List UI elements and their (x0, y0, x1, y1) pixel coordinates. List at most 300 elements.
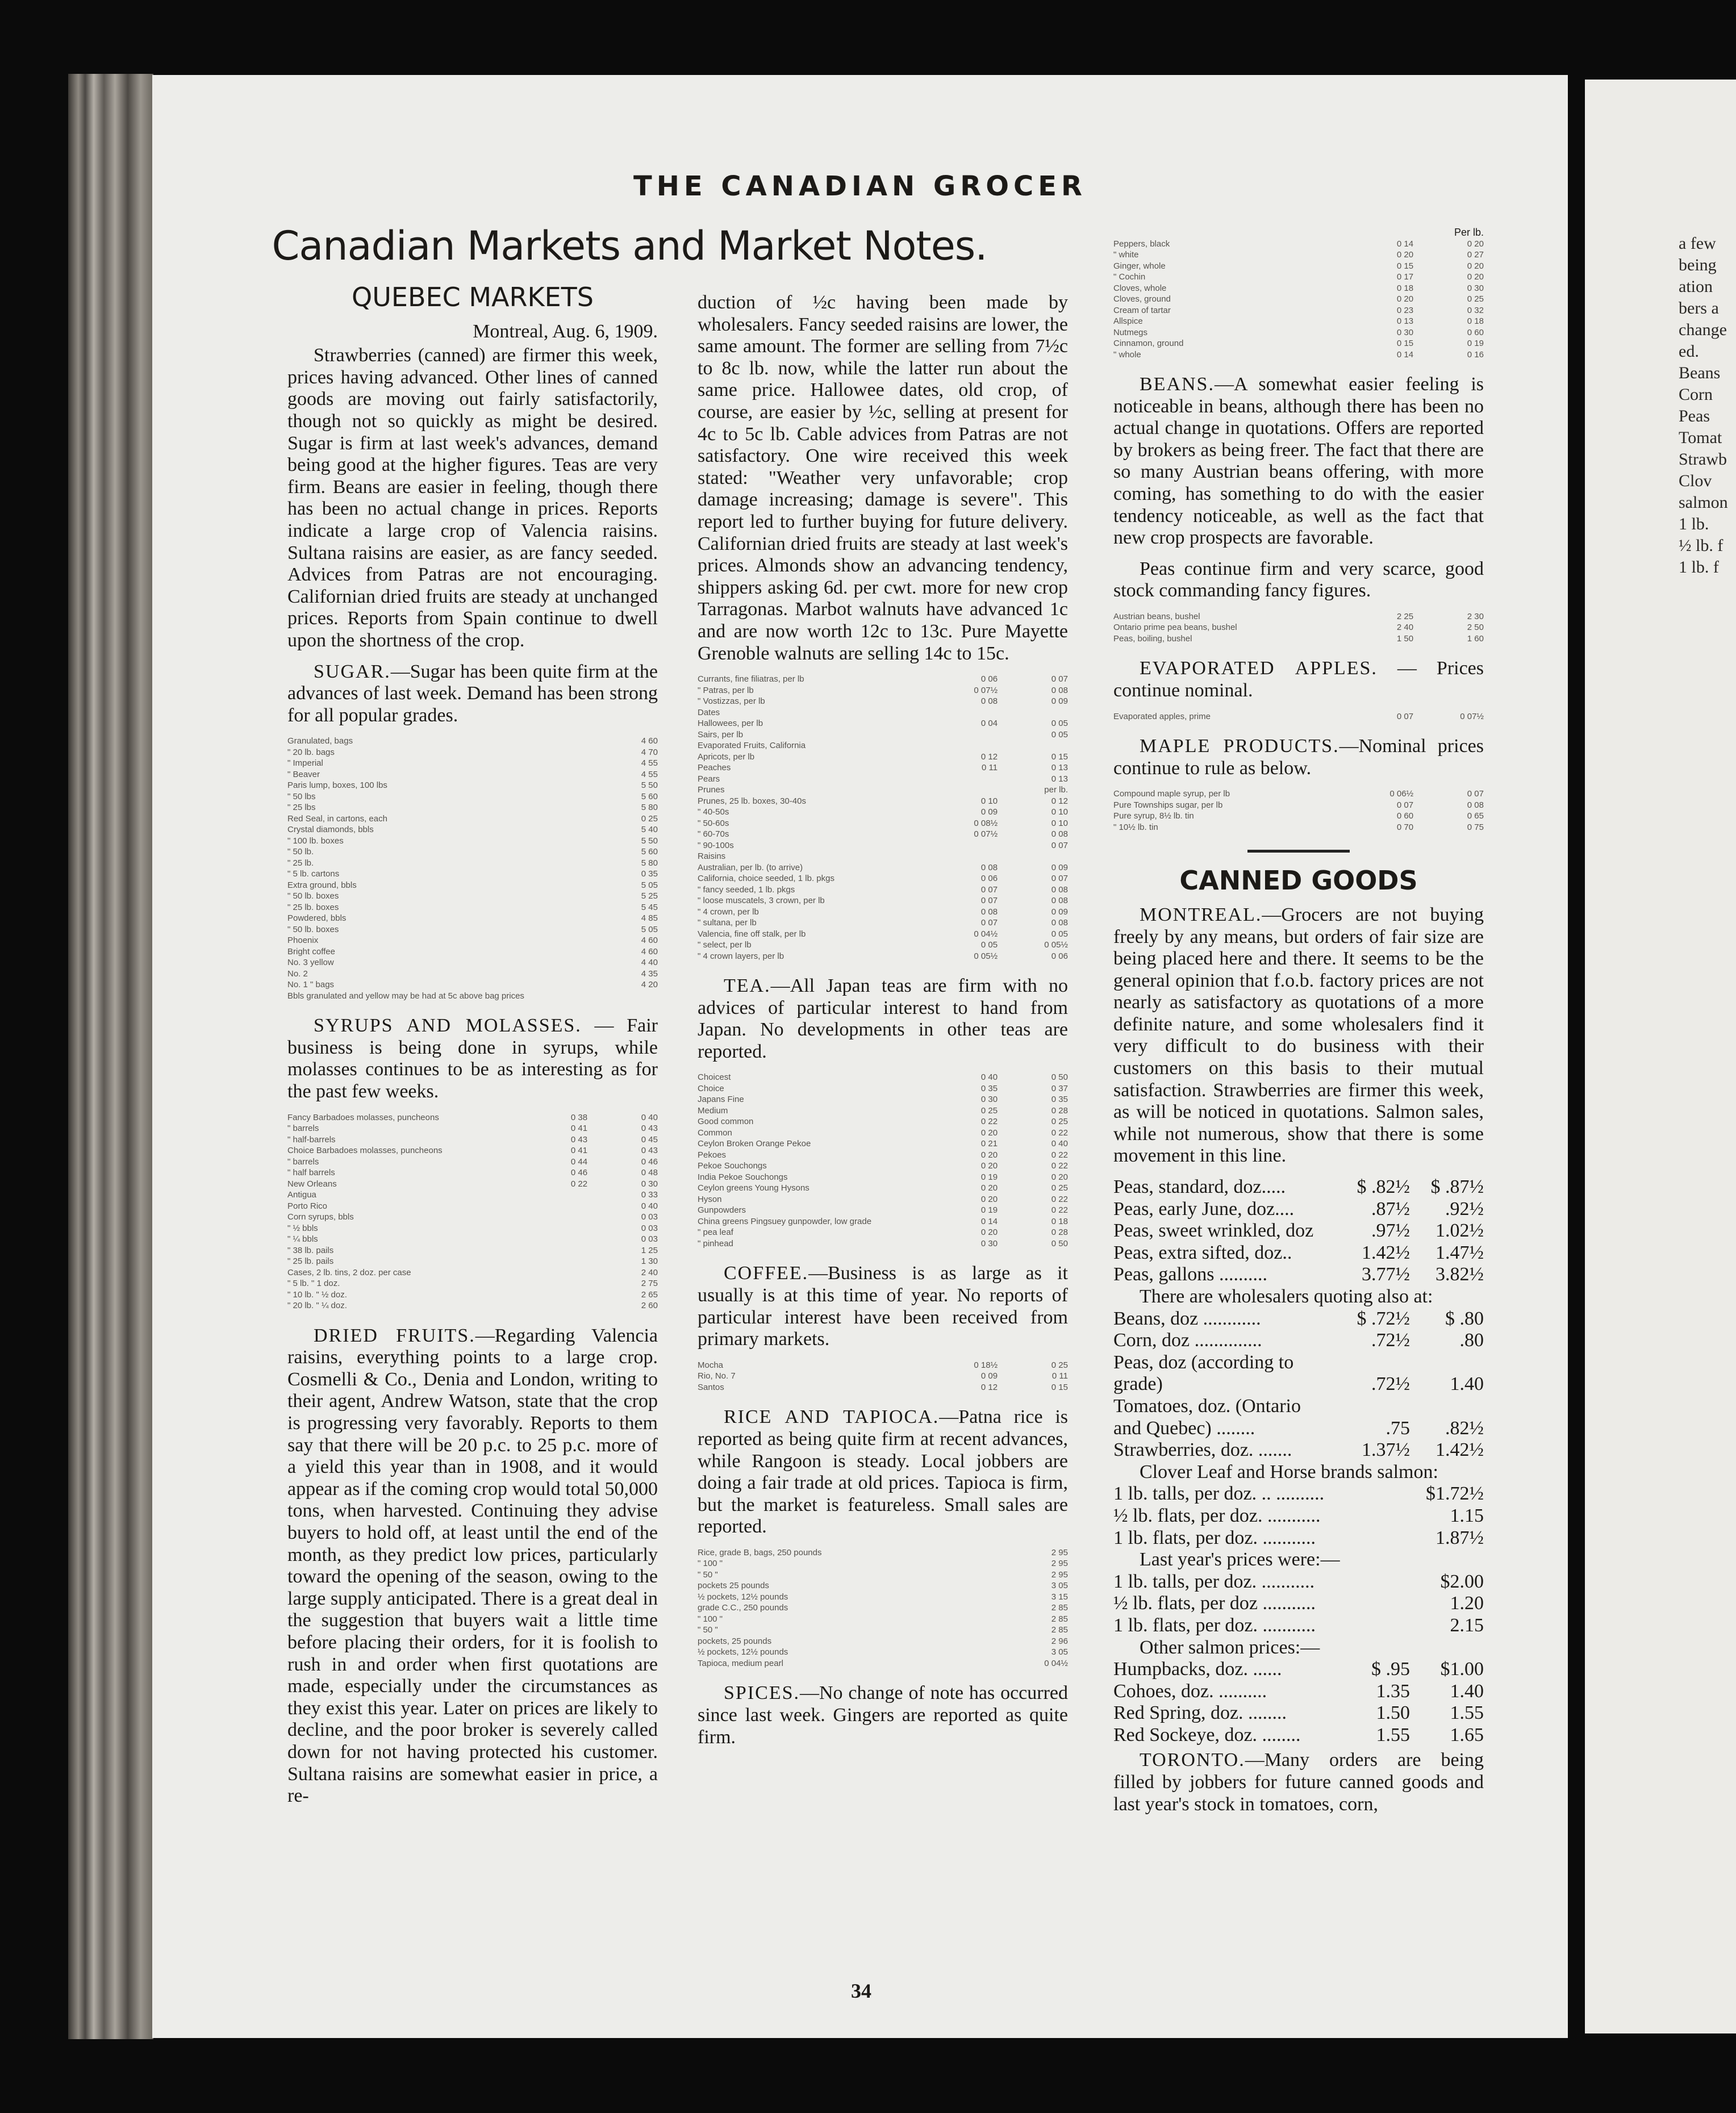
price-value: 2 60 (641, 1301, 658, 1311)
price-value: 4 40 (641, 958, 658, 968)
coffee-text: —Business is as large as it usually is at this time of year. No reports of particular interest have been received from primary markets. (698, 1263, 1068, 1350)
item-label: Powdered, bbls (287, 913, 347, 924)
spices-text: —No change of note has occurred since last week. Gingers are reported as quite firm. (698, 1682, 1068, 1748)
price-value (524, 913, 591, 924)
price-value: 0 70 (1396, 822, 1414, 832)
price-row (1113, 1724, 1484, 1747)
item-label: Santos (698, 1382, 724, 1392)
item-label: Evaporated apples, prime (1113, 711, 1211, 721)
price-row (1113, 1220, 1484, 1242)
price-row (287, 1156, 658, 1168)
price-value: 0 09 (980, 807, 998, 817)
price-value: 1.87½ (1435, 1527, 1484, 1548)
price-row (1113, 811, 1484, 822)
price-value (927, 1602, 998, 1614)
price-row (698, 1360, 1068, 1371)
price-row (1113, 1681, 1484, 1703)
price-value (524, 935, 591, 946)
item-label: " 100 lb. boxes (287, 836, 344, 846)
price-row (698, 1602, 1068, 1614)
price-value: 5 05 (641, 924, 658, 934)
price-row (1113, 1439, 1484, 1461)
sugar-head: SUGAR. (314, 661, 391, 682)
quebec-intro: Strawberries (canned) are firmer this week, prices having advanced. Other lines of canned goods are moving out fairly satisfactorily, though not so quickly as might be desired. Sugar is firm at last week's advances, demand being good at the higher figures. Teas are very firm. Beans are easier in feeling, though there has been no actual change in prices. Reports indicate a large crop of Valencia raisins. Sultana raisins are easier, as are fancy seeded. Advices from Patras are not encouraging. Californian dried fruits are steady at unchanged prices. Reports from Spain continue to dwell upon the shortness of the crop. (287, 345, 658, 651)
price-value: 2 40 (1396, 623, 1414, 633)
item-label: Allspice (1113, 316, 1143, 326)
price-row (698, 951, 1068, 962)
item-label: Porto Rico (287, 1201, 328, 1211)
item-label: No. 1 " bags (287, 980, 335, 990)
item-label: " sultana, per lb (698, 918, 757, 928)
price-value: 0 20 (1467, 272, 1484, 282)
price-value (524, 813, 591, 825)
price-value (927, 1558, 998, 1569)
price-value: 0 18½ (974, 1360, 998, 1370)
price-value: 0 07 (1051, 674, 1068, 684)
item-label: Red Seal, in cartons, each (287, 813, 387, 824)
item-label: " Patras, per lb (698, 685, 754, 695)
price-value: .80 (1459, 1330, 1484, 1351)
price-value: 1.15 (1450, 1505, 1484, 1526)
price-value: 0 20 (1467, 261, 1484, 271)
price-value: 0 12 (980, 1382, 998, 1392)
price-value (1336, 1527, 1410, 1550)
price-value: 2 85 (1051, 1614, 1068, 1624)
price-value (524, 747, 591, 758)
item-label: " 25 lb. boxes (287, 902, 339, 912)
price-value: 1.47½ (1435, 1242, 1484, 1263)
price-value: 0 40 (1051, 1139, 1068, 1149)
price-row (698, 1658, 1068, 1669)
price-value: .87½ (1371, 1198, 1410, 1220)
price-value: 0 37 (1051, 1083, 1068, 1093)
price-value (524, 891, 591, 902)
facing-page-fragment: being (1679, 256, 1717, 274)
vegetables-price-list (1113, 1308, 1484, 1461)
price-value: 0 30 (1396, 327, 1414, 337)
item-label: Common (698, 1128, 732, 1138)
price-value: 1.35 (1376, 1680, 1410, 1702)
price-row (1113, 316, 1484, 327)
item-label: grade C.C., 250 pounds (698, 1603, 788, 1613)
price-value: .72½ (1371, 1330, 1410, 1351)
price-value: 0 08 (1051, 685, 1068, 695)
tea-head: TEA. (724, 975, 771, 997)
item-label: Gunpowders (698, 1205, 746, 1216)
dried-fruits-head: DRIED FRUITS. (314, 1325, 475, 1346)
item-label: Crystal diamonds, bbls (287, 825, 374, 835)
price-value: 0 25 (1051, 1183, 1068, 1193)
price-row (287, 858, 658, 869)
price-value: 2 30 (1467, 611, 1484, 621)
price-row (1113, 272, 1484, 283)
price-value: 0 13 (1396, 316, 1414, 326)
facing-page-fragment: a few (1679, 234, 1716, 253)
dried-fruits-text: —Regarding Valencia raisins, everything points to a large crop. Cosmelli & Co., Denia and London, writing to their agent, Andrew Watson, state that the crop is progressing very favorably. Reports to them say that there will be 20 p.c. to 25 p.c. more of a yield this year than in 1908, and it would appear as if the coming crop would total 50,000 tons, when harvested. Continuing they advise buyers to hold off, at least until the end of the month, as they predict low prices, particularly toward the opening of the season, owing to the large supply anticipated. There is a great deal in the suggestion that buyers wait a little time before placing their orders, for it is foolish to rush in and order when first quotations are made, especially under the circumstances as they exist this year. Later on prices are likely to decline, and the poor broker is severely called down for not having protected his customer. Sultana raisins are somewhat easier in price, a re- (287, 1325, 658, 1807)
item-label: " 60-70s (698, 829, 729, 840)
price-value: 0 08 (1051, 884, 1068, 895)
rice-price-table (698, 1547, 1068, 1669)
price-value: 1.65 (1450, 1724, 1484, 1745)
price-row (698, 895, 1068, 907)
price-row (1113, 261, 1484, 272)
price-row (698, 1371, 1068, 1382)
price-row (1113, 1352, 1484, 1374)
item-label: Cases, 2 lb. tins, 2 doz. per case (287, 1267, 411, 1277)
price-value: 0 50 (1051, 1238, 1068, 1248)
price-row (1113, 349, 1484, 361)
price-row (698, 1580, 1068, 1592)
price-row (1113, 822, 1484, 833)
price-value: 1 60 (1467, 633, 1484, 644)
price-value: $1.00 (1440, 1659, 1484, 1680)
price-row (698, 1647, 1068, 1658)
price-value: 0 14 (1396, 349, 1414, 360)
price-value (1336, 1352, 1410, 1374)
price-value: 0 05 (1051, 929, 1068, 939)
facing-page-fragment: change (1679, 320, 1727, 339)
item-label: " 50-60s (698, 818, 729, 828)
price-row (287, 736, 658, 747)
price-row (1113, 1527, 1484, 1550)
price-value (1336, 1483, 1410, 1505)
price-value (927, 1547, 998, 1559)
price-value: 2 75 (641, 1279, 658, 1289)
price-value: 0 45 (641, 1134, 658, 1145)
price-value (927, 1625, 998, 1636)
price-row (698, 1625, 1068, 1636)
price-value: 1.42½ (1362, 1242, 1410, 1263)
item-label: Corn syrups, bbls (287, 1212, 354, 1222)
item-label: " 50 lb. boxes (287, 891, 339, 901)
price-value: 0 03 (641, 1212, 658, 1222)
price-row (698, 751, 1068, 763)
item-label: Pekoe Souchongs (698, 1161, 767, 1171)
price-row (287, 968, 658, 980)
price-value: 0 08 (980, 907, 998, 917)
price-value (524, 836, 591, 847)
price-value (517, 1234, 587, 1245)
price-value: 0 22 (1051, 1205, 1068, 1216)
evaporated-paragraph (1113, 658, 1484, 701)
item-label: " 5 lb. cartons (287, 869, 340, 879)
price-row (1113, 1483, 1484, 1505)
item-label: Ceylon Broken Orange Pekoe (698, 1139, 811, 1149)
item-label: Rice, grade B, bags, 250 pounds (698, 1547, 822, 1557)
price-row (287, 891, 658, 902)
item-label: Mocha (698, 1360, 724, 1370)
price-row (287, 1245, 658, 1256)
price-value: 0 08 (980, 862, 998, 872)
price-row (698, 1183, 1068, 1194)
price-value (1336, 1615, 1410, 1637)
item-label: Peas, doz (according to (1113, 1351, 1294, 1373)
price-value: 0 30 (980, 1238, 998, 1248)
price-row (287, 979, 658, 991)
price-value: 3.82½ (1435, 1264, 1484, 1285)
item-label: " Vostizzas, per lb (698, 696, 765, 707)
price-row (698, 873, 1068, 884)
price-value: 0 03 (641, 1223, 658, 1233)
last-year-line: Last year's prices were:— (1140, 1549, 1340, 1571)
item-label: Australian, per lb. (to arrive) (698, 862, 803, 872)
item-label: " 10½ lb. tin (1113, 822, 1158, 832)
price-value: 0 32 (1467, 305, 1484, 315)
price-row (1113, 1659, 1484, 1681)
price-value: 2 96 (1051, 1636, 1068, 1646)
maple-price-table (1113, 788, 1484, 833)
price-value: 0 07 (1467, 789, 1484, 799)
price-value: 0 07½ (974, 829, 998, 840)
price-value: 0 20 (1396, 294, 1414, 304)
price-value: 0 41 (570, 1124, 588, 1134)
item-label: " 90-100s (698, 840, 734, 850)
price-value (517, 1256, 587, 1267)
item-label: " barrels (287, 1124, 319, 1134)
price-value: 0 25 (1051, 1360, 1068, 1370)
price-value: 0 04 (980, 719, 998, 729)
price-value: 0 22 (1051, 1161, 1068, 1171)
price-row (698, 718, 1068, 729)
price-value: 5 25 (641, 891, 658, 901)
price-value: per lb. (1044, 785, 1068, 795)
price-value: 4 35 (641, 968, 658, 979)
item-label: grade) (1113, 1373, 1163, 1395)
item-label: " 5 lb. " 1 doz. (287, 1279, 340, 1289)
price-value: 1 30 (641, 1256, 658, 1267)
item-label: Pure Townships sugar, per lb (1113, 800, 1223, 810)
price-value (524, 824, 591, 836)
item-label: Phoenix (287, 936, 319, 946)
last-year-salmon-list (1113, 1571, 1484, 1637)
syrups-head: SYRUPS AND MOLASSES. (314, 1015, 582, 1037)
sugar-paragraph (287, 661, 658, 727)
item-label: ½ pockets, 12½ pounds (698, 1647, 788, 1657)
coffee-price-table (698, 1360, 1068, 1393)
item-label: Ontario prime pea beans, bushel (1113, 623, 1237, 633)
price-value: 0 17 (1396, 272, 1414, 282)
price-value: 0 12 (980, 751, 998, 762)
price-row (1113, 1593, 1484, 1615)
price-value: 0 15 (1396, 339, 1414, 348)
price-value (524, 968, 591, 980)
item-label: Extra ground, bbls (287, 880, 357, 890)
price-value: 0 09 (1051, 907, 1068, 917)
price-value (524, 924, 591, 936)
other-salmon-line: Other salmon prices:— (1140, 1636, 1320, 1658)
price-value: 0 18 (1467, 316, 1484, 326)
price-row (287, 758, 658, 769)
price-value: 0 46 (570, 1168, 588, 1178)
item-label: Hallowees, per lb (698, 719, 763, 729)
price-value (524, 791, 591, 803)
item-label: Choice Barbadoes molasses, puncheons (287, 1146, 443, 1156)
price-value: 0 13 (1051, 763, 1068, 773)
item-label: Raisins (698, 851, 726, 862)
price-row (287, 1267, 658, 1279)
toronto-text: —Many orders are being filled by jobbers for future canned goods and last year's stock in tomatoes, corn, (1113, 1749, 1484, 1815)
price-value: 0 07 (980, 896, 998, 906)
running-head: THE CANADIAN GROCER (633, 170, 1087, 202)
facing-page-fragment: Clov (1679, 471, 1712, 490)
price-value: 1.37½ (1362, 1439, 1410, 1461)
price-row (287, 1278, 658, 1289)
price-value: 0 75 (1467, 822, 1484, 832)
maple-head: MAPLE PRODUCTS. (1140, 736, 1339, 757)
syrups-text: — Fair business is being done in syrups, while molasses continues to be as interesting as for the past few weeks. (287, 1015, 658, 1103)
price-row (287, 791, 658, 803)
price-row (287, 935, 658, 946)
price-value: 0 25 (641, 813, 658, 824)
facing-page-fragment: Strawb (1679, 450, 1727, 469)
item-label: " ¼ bbls (287, 1234, 318, 1245)
price-value: 0 07½ (974, 685, 998, 695)
price-row (287, 1289, 658, 1301)
clover-leaf-line: Clover Leaf and Horse brands salmon: (1140, 1461, 1438, 1483)
item-label: " loose muscatels, 3 crown, per lb (698, 896, 825, 906)
price-row (698, 1592, 1068, 1603)
price-value: 0 20 (980, 1161, 998, 1171)
price-row (698, 1094, 1068, 1105)
price-row (287, 1134, 658, 1146)
peas-price-list (1113, 1176, 1484, 1286)
price-row (1113, 338, 1484, 349)
item-label: Peas, extra sifted, doz.. (1113, 1242, 1292, 1263)
item-label: Corn, doz .............. (1113, 1330, 1262, 1351)
price-value: 1.55 (1376, 1724, 1410, 1745)
item-label: and Quebec) ........ (1113, 1417, 1255, 1439)
price-value: 1.20 (1450, 1593, 1484, 1614)
maple-paragraph (1113, 736, 1484, 779)
price-row (698, 796, 1068, 807)
price-row (698, 707, 1068, 719)
price-value: 0 27 (1467, 250, 1484, 260)
price-value: $2.00 (1440, 1571, 1484, 1592)
price-value: 2.15 (1450, 1614, 1484, 1636)
price-value (524, 736, 591, 747)
price-row (1113, 305, 1484, 316)
tea-price-table (698, 1072, 1068, 1249)
tea-text: —All Japan teas are firm with no advices of particular interest to hand from Japan. No developments in other teas are reported. (698, 975, 1068, 1062)
price-value: 5 45 (641, 902, 658, 912)
price-value: 0 10 (1051, 807, 1068, 817)
facing-page-fragment: ation (1679, 277, 1713, 296)
price-value (517, 1278, 587, 1289)
price-row (698, 740, 1068, 751)
item-label: " pea leaf (698, 1227, 733, 1238)
item-label: " 38 lb. pails (287, 1245, 334, 1255)
facing-page-fragment: Beans (1679, 364, 1721, 382)
price-value (1336, 1505, 1410, 1527)
price-value (524, 957, 591, 968)
price-value: 5 05 (641, 880, 658, 890)
item-label: Cloves, ground (1113, 294, 1171, 304)
price-value: 0 40 (641, 1112, 658, 1122)
item-label: No. 3 yellow (287, 958, 334, 968)
item-label: " 100 " (698, 1614, 723, 1624)
price-row (698, 818, 1068, 829)
price-value: 0 44 (570, 1156, 588, 1167)
price-value: 0 19 (980, 1205, 998, 1216)
price-value (517, 1300, 587, 1312)
price-row (287, 769, 658, 780)
price-value: 0 16 (1467, 349, 1484, 360)
sugar-price-table (287, 736, 658, 1001)
price-value: 0 11 (982, 763, 998, 773)
item-label: Peas, gallons .......... (1113, 1264, 1268, 1285)
price-row (287, 1179, 658, 1190)
price-value: 3 05 (1051, 1647, 1068, 1657)
facing-page-fragment: 1 lb. f (1679, 558, 1719, 577)
price-value (927, 851, 998, 862)
facing-page-fragment: ½ lb. f (1679, 536, 1724, 555)
item-label: Granulated, bags (287, 736, 353, 746)
price-row (698, 1569, 1068, 1581)
price-value (517, 1223, 587, 1234)
item-label: " ½ bbls (287, 1223, 318, 1233)
item-label: " Imperial (287, 758, 323, 769)
price-row (698, 729, 1068, 741)
price-value: 2 95 (1051, 1547, 1068, 1557)
price-value (927, 740, 998, 751)
item-label: Cohoes, doz. .......... (1113, 1680, 1267, 1702)
price-value: 0 20 (1467, 239, 1484, 249)
price-value (927, 840, 998, 851)
price-row (698, 774, 1068, 785)
price-value: 0 40 (641, 1201, 658, 1211)
toronto-paragraph (1113, 1749, 1484, 1815)
price-value: 0 15 (1051, 751, 1068, 762)
item-label: Paris lump, boxes, 100 lbs (287, 780, 387, 791)
item-label: Sairs, per lb (698, 729, 744, 740)
item-label: Bright coffee (287, 946, 335, 957)
item-label: Cinnamon, ground (1113, 339, 1184, 348)
montreal-head: MONTREAL. (1140, 904, 1262, 925)
rice-text: —Patna rice is reported as being quite firm at recent advances, while Rangoon is steady. Local jobbers are doing a fair trade at old prices. Tapioca is firm, but the market is featureless. Small sales are reported. (698, 1406, 1068, 1538)
price-value: 0 40 (980, 1072, 998, 1083)
item-label: Antigua (287, 1190, 316, 1200)
item-label: Tapioca, medium pearl (698, 1658, 783, 1668)
facing-page-fragment: Tomat (1679, 428, 1722, 447)
price-row (287, 1256, 658, 1267)
price-row (1113, 1176, 1484, 1199)
item-label: Strawberries, doz. ....... (1113, 1439, 1292, 1461)
price-value: 2 95 (1051, 1559, 1068, 1569)
column-middle (698, 292, 1068, 1757)
price-row (287, 946, 658, 958)
montreal-text: —Grocers are not buying freely by any means, but orders of fair size are being placed here and there. It seems to be the general opinion that f.o.b. factory prices are not nearly as satisfactory as quotations of a more definite nature, and some wholesalers find it very difficult to do business with their customers on this basis to their mutual satisfaction. Strawberries are firmer this week, as will be noticed in quotations. Salmon sales, while not numerous, show that there is some movement in this line. (1113, 904, 1484, 1167)
item-label: Bbls granulated and yellow may be had at 5c above bag prices (287, 991, 524, 1001)
price-row (287, 846, 658, 858)
price-value: 0 25 (1051, 1117, 1068, 1127)
price-row (698, 696, 1068, 707)
price-value: $ .95 (1371, 1659, 1410, 1680)
price-row (698, 884, 1068, 896)
item-label: " 40-50s (698, 807, 729, 817)
price-value: 0 04½ (974, 929, 998, 939)
price-value: 0 48 (641, 1168, 658, 1178)
item-label: " 100 " (698, 1559, 723, 1569)
price-value: 0 08 (980, 696, 998, 707)
price-value: 0 05½ (974, 951, 998, 961)
price-value (517, 1201, 587, 1212)
price-value: .72½ (1371, 1373, 1410, 1395)
item-label: " 25 lb. pails (287, 1256, 334, 1267)
price-value: 0 18 (1396, 283, 1414, 293)
rice-head: RICE AND TAPIOCA. (724, 1406, 940, 1428)
price-value: 2 85 (1051, 1603, 1068, 1613)
price-row (698, 1172, 1068, 1183)
